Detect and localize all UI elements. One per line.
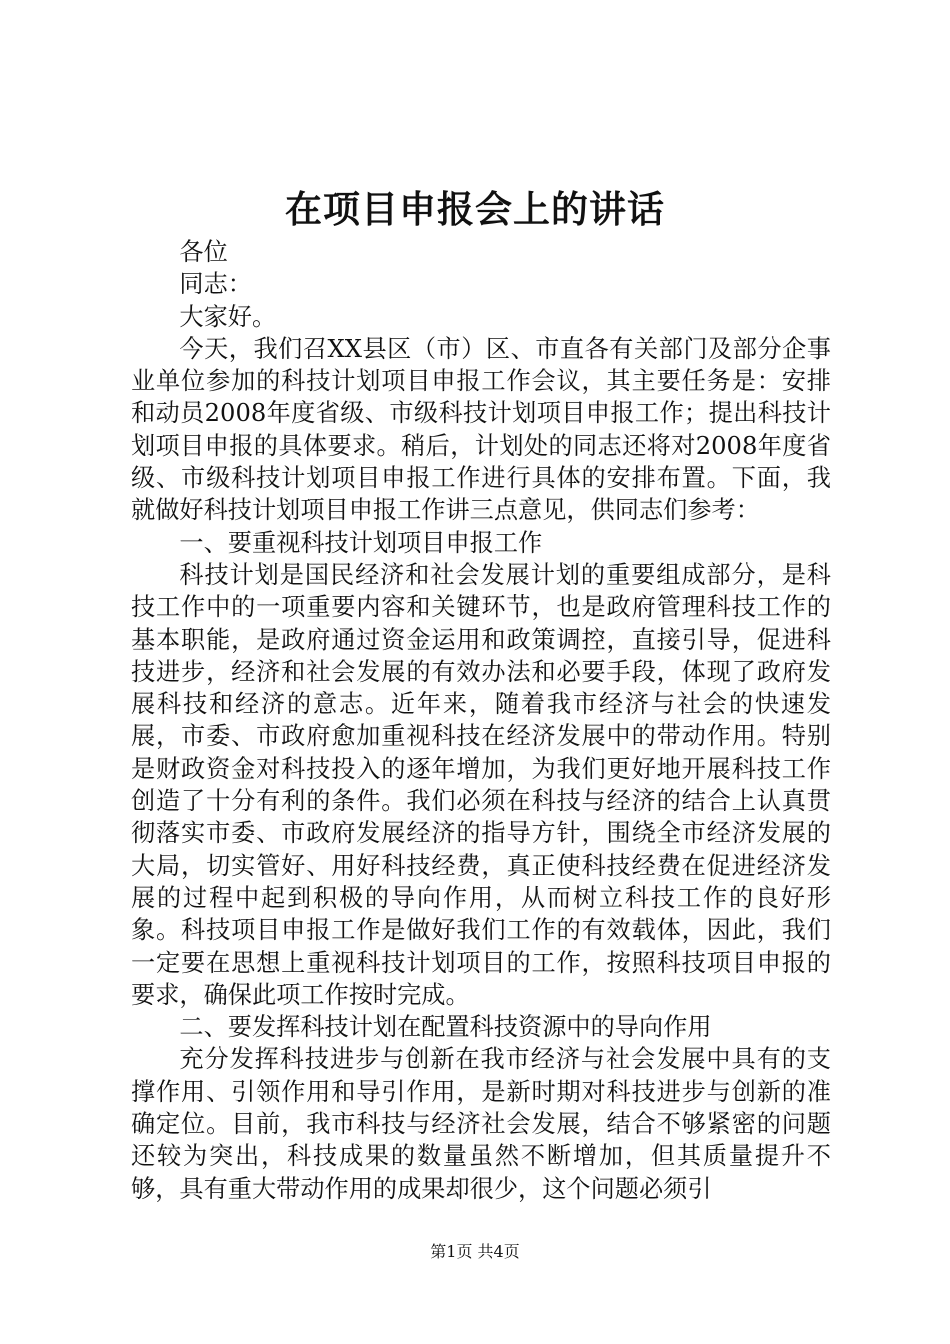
body-paragraph: 今天，我们召XX县区（市）区、市直各有关部门及部分企事业单位参加的科技计划项目申报工作会议，其主要任务是：安排和动员2008年度省级、市级科技计划项目申报工作；提出科技计划项目申报的具体要求。稍后，计划处的同志还将对2008年度省级、市级科技计划项目申报工作进行具体的安排布置。下面，我就做好科技计划项目申报工作讲三点意见，供同志们参考： [131, 334, 831, 525]
section-heading: 二、要发挥科技计划在配置科技资源中的导向作用 [179, 1013, 712, 1042]
greeting-line: 各位 [179, 238, 228, 266]
section-heading: 一、要重视科技计划项目申报工作 [179, 528, 543, 557]
body-paragraph: 科技计划是国民经济和社会发展计划的重要组成部分，是科技工作中的一项重要内容和关键环节，也是政府管理科技工作的基本职能，是政府通过资金运用和政策调控，直接引导，促进科技进步，经济和社会发展的有效办法和必要手段，体现了政府发展科技和经济的意志。近年来，随着我市经济与社会的快速发展，市委、市政府愈加重视科技在经济发展中的带动作用。特别是财政资金对科技投入的逐年增加，为我们更好地开展科技工作创造了十分有利的条件。我们必须在科技与经济的结合上认真贯彻落实市委、市政府发展经济的指导方针，围绕全市经济发展的大局，切实管好、用好科技经费，真正使科技经费在促进经济发展的过程中起到积极的导向作用，从而树立科技工作的良好形象。科技项目申报工作是做好我们工作的有效载体，因此，我们一定要在思想上重视科技计划项目的工作，按照科技项目申报的要求，确保此项工作按时完成。 [131, 560, 831, 1009]
greeting-line: 大家好。 [179, 302, 277, 331]
greeting-line: 同志： [179, 270, 252, 299]
document-body [131, 236, 831, 1205]
body-paragraph: 充分发挥科技进步与创新在我市经济与社会发展中具有的支撑作用、引领作用和导引作用，是新时期对科技进步与创新的准确定位。目前，我市科技与经济社会发展，结合不够紧密的问题还较为突出，科技成果的数量虽然不断增加，但其质量提升不够，具有重大带动作用的成果却很少，这个问题必须引 [131, 1045, 831, 1203]
document-title: 在项目申报会上的讲话 [285, 187, 665, 231]
page-footer: 第1页 共4页 [430, 1242, 520, 1261]
